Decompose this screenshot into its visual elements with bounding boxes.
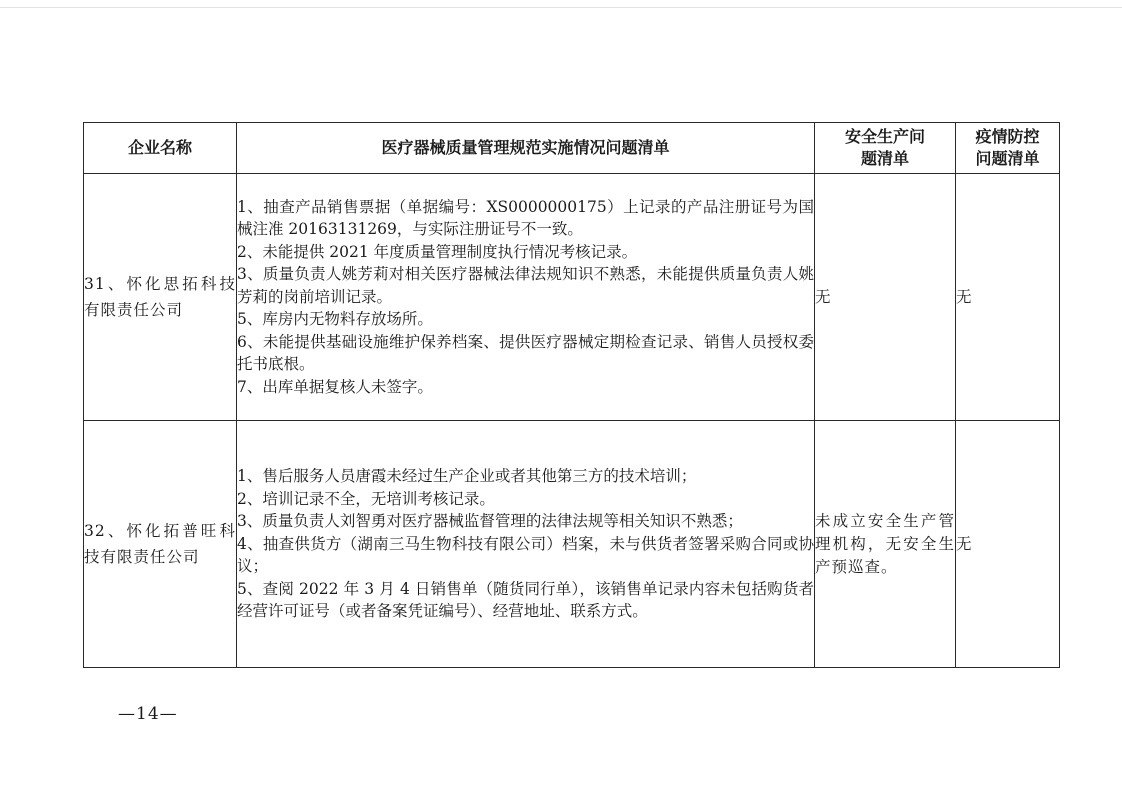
table-row [84, 421, 1060, 668]
issue-item: 3、质量负责人刘智勇对医疗器械监督管理的法律法规等相关知识不熟悉； [237, 512, 743, 531]
safety-issues-cell: 未成立安全生产管理机构，无安全生产预巡查。 [815, 421, 956, 668]
gmp-issues-cell [237, 174, 815, 421]
page-number: —14— [118, 704, 178, 724]
issues-table [83, 122, 1060, 668]
issue-item: 3、质量负责人姚芳莉对相关医疗器械法律法规知识不熟悉，未能提供质量负责人姚芳莉的岗前培训记录。 [237, 265, 814, 306]
table-row [84, 174, 1060, 421]
issue-item: 4、抽查供货方（湖南三马生物科技有限公司）档案，未与供货者签署采购合同或协议； [237, 534, 814, 576]
top-rule [0, 7, 1122, 8]
issue-item: 1、售后服务人员唐霞未经过生产企业或者其他第三方的技术培训； [237, 467, 697, 486]
epidemic-issues-cell: 无 [956, 421, 1060, 668]
header-company-name: 企业名称 [84, 123, 237, 174]
gmp-issues-cell [237, 421, 815, 668]
epidemic-issues-cell: 无 [956, 174, 1060, 421]
table-header-row [84, 123, 1060, 174]
company-name-cell: 32、怀化拓普旺科技有限责任公司 [84, 421, 237, 668]
header-safety-issues: 安全生产问题清单 [815, 123, 956, 174]
issue-item: 6、未能提供基础设施维护保养档案、提供医疗器械定期检查记录、销售人员授权委托书底根。 [237, 332, 814, 374]
header-gmp-issues: 医疗器械质量管理规范实施情况问题清单 [237, 123, 815, 174]
issue-item: 2、未能提供 2021 年度质量管理制度执行情况考核记录。 [237, 242, 638, 261]
issue-item: 5、库房内无物料存放场所。 [237, 310, 433, 329]
safety-issues-cell: 无 [815, 174, 956, 421]
issue-item: 5、查阅 2022 年 3 月 4 日销售单（随货同行单），该销售单记录内容未包括购货者经营许可证号（或者备案凭证编号）、经营地址、联系方式。 [237, 579, 814, 621]
header-epidemic-issues: 疫情防控问题清单 [956, 123, 1060, 174]
company-name-cell: 31、怀化思拓科技有限责任公司 [84, 174, 237, 421]
issue-item: 2、培训记录不全，无培训考核记录。 [237, 489, 495, 508]
issue-item: 1、抽查产品销售票据（单据编号：XS0000000175）上记录的产品注册证号为国械注准 20163131269，与实际注册证号不一致。 [237, 197, 814, 239]
issue-item: 7、出库单据复核人未签字。 [237, 377, 433, 396]
